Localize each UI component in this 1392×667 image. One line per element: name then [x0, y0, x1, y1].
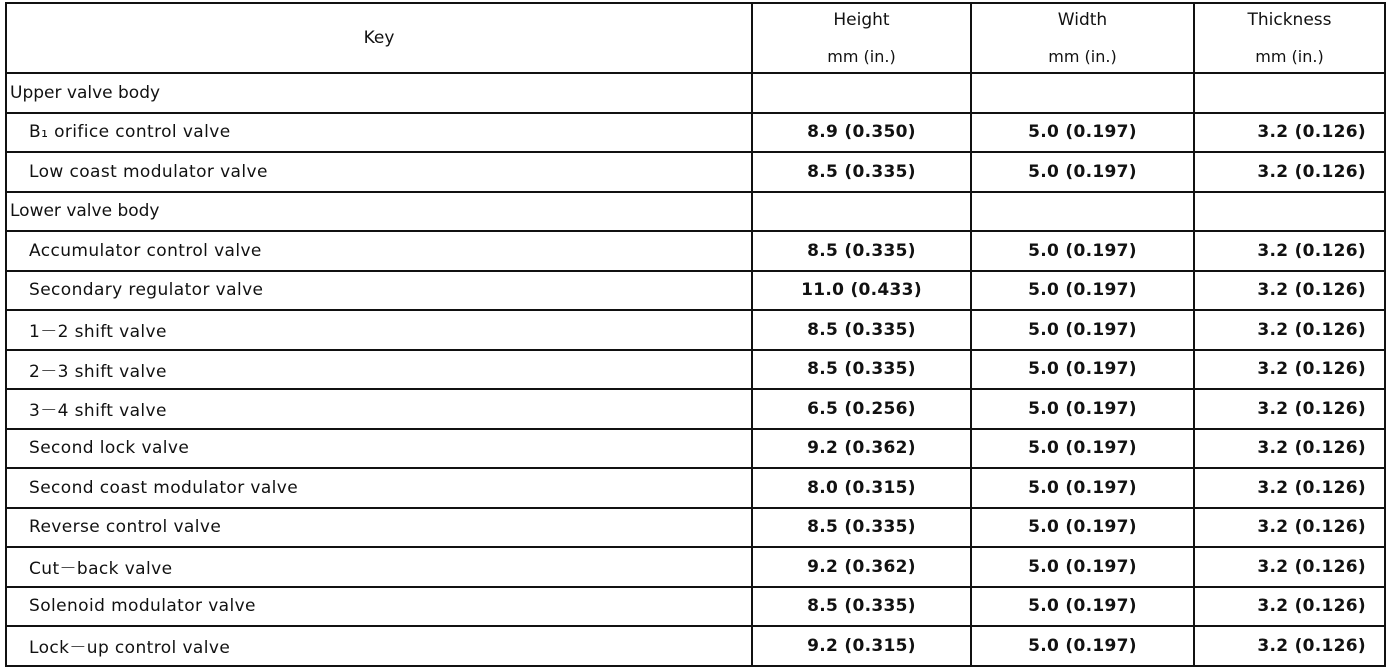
width-value: 5.0 (0.197) — [971, 231, 1194, 271]
height-value: 8.5 (0.335) — [752, 350, 971, 390]
width-value: 5.0 (0.197) — [971, 389, 1194, 429]
valve-name: Second coast modulator valve — [6, 468, 752, 508]
thickness-value: 3.2 (0.126) — [1194, 626, 1385, 666]
thickness-column-header — [1194, 3, 1385, 73]
height-value: 8.5 (0.335) — [752, 508, 971, 548]
table-row — [6, 429, 1385, 469]
width-value: 5.0 (0.197) — [971, 587, 1194, 627]
thickness-header-title: Thickness — [1247, 10, 1332, 30]
width-value: 5.0 (0.197) — [971, 113, 1194, 153]
group-row — [6, 73, 1385, 113]
table-row — [6, 626, 1385, 666]
height-column-header — [752, 3, 971, 73]
valve-name: Low coast modulator valve — [6, 152, 752, 192]
width-value: 5.0 (0.197) — [971, 547, 1194, 587]
height-value: 8.5 (0.335) — [752, 152, 971, 192]
valve-name: Second lock valve — [6, 429, 752, 469]
table-row — [6, 310, 1385, 350]
valve-name: Secondary regulator valve — [6, 271, 752, 311]
valve-name: Solenoid modulator valve — [6, 587, 752, 627]
valve-name: 3－4 shift valve — [6, 389, 752, 429]
width-header-units: mm (in.) — [1048, 47, 1117, 66]
thickness-value: 3.2 (0.126) — [1194, 429, 1385, 469]
thickness-value: 3.2 (0.126) — [1194, 310, 1385, 350]
width-column-header — [971, 3, 1194, 73]
height-header-units: mm (in.) — [827, 47, 896, 66]
thickness-value: 3.2 (0.126) — [1194, 468, 1385, 508]
table-row — [6, 508, 1385, 548]
group-label: Lower valve body — [6, 192, 752, 232]
valve-name: Reverse control valve — [6, 508, 752, 548]
table-row — [6, 231, 1385, 271]
empty-cell — [1194, 192, 1385, 232]
table-row — [6, 547, 1385, 587]
group-label: Upper valve body — [6, 73, 752, 113]
thickness-value: 3.2 (0.126) — [1194, 389, 1385, 429]
width-value: 5.0 (0.197) — [971, 468, 1194, 508]
height-header-title: Height — [833, 10, 890, 30]
thickness-value: 3.2 (0.126) — [1194, 508, 1385, 548]
height-value: 8.9 (0.350) — [752, 113, 971, 153]
spec-table — [5, 2, 1386, 667]
table-row — [6, 271, 1385, 311]
height-value: 6.5 (0.256) — [752, 389, 971, 429]
thickness-value: 3.2 (0.126) — [1194, 350, 1385, 390]
table-row — [6, 468, 1385, 508]
width-value: 5.0 (0.197) — [971, 271, 1194, 311]
empty-cell — [971, 192, 1194, 232]
table-row — [6, 389, 1385, 429]
height-value: 9.2 (0.315) — [752, 626, 971, 666]
valve-name: 2－3 shift valve — [6, 350, 752, 390]
thickness-value: 3.2 (0.126) — [1194, 271, 1385, 311]
empty-cell — [1194, 73, 1385, 113]
key-column-header: Key — [6, 3, 752, 73]
valve-name: 1－2 shift valve — [6, 310, 752, 350]
width-value: 5.0 (0.197) — [971, 152, 1194, 192]
height-value: 9.2 (0.362) — [752, 429, 971, 469]
table-header — [6, 3, 1385, 73]
height-value: 8.5 (0.335) — [752, 587, 971, 627]
thickness-value: 3.2 (0.126) — [1194, 231, 1385, 271]
width-value: 5.0 (0.197) — [971, 626, 1194, 666]
width-value: 5.0 (0.197) — [971, 508, 1194, 548]
valve-name: B₁ orifice control valve — [6, 113, 752, 153]
table-row — [6, 152, 1385, 192]
empty-cell — [752, 73, 971, 113]
width-value: 5.0 (0.197) — [971, 429, 1194, 469]
thickness-value: 3.2 (0.126) — [1194, 587, 1385, 627]
valve-name: Cut－back valve — [6, 547, 752, 587]
height-value: 8.5 (0.335) — [752, 310, 971, 350]
group-row — [6, 192, 1385, 232]
height-value: 11.0 (0.433) — [752, 271, 971, 311]
height-value: 8.0 (0.315) — [752, 468, 971, 508]
width-header-title: Width — [1057, 10, 1108, 30]
height-value: 8.5 (0.335) — [752, 231, 971, 271]
valve-name: Accumulator control valve — [6, 231, 752, 271]
empty-cell — [752, 192, 971, 232]
empty-cell — [971, 73, 1194, 113]
thickness-header-units: mm (in.) — [1255, 47, 1324, 66]
thickness-value: 3.2 (0.126) — [1194, 113, 1385, 153]
table-row — [6, 113, 1385, 153]
header-row — [6, 3, 1385, 73]
thickness-value: 3.2 (0.126) — [1194, 547, 1385, 587]
thickness-value: 3.2 (0.126) — [1194, 152, 1385, 192]
height-value: 9.2 (0.362) — [752, 547, 971, 587]
valve-spring-spec-sheet — [5, 2, 1384, 662]
valve-name: Lock－up control valve — [6, 626, 752, 666]
width-value: 5.0 (0.197) — [971, 350, 1194, 390]
table-row — [6, 350, 1385, 390]
table-row — [6, 587, 1385, 627]
width-value: 5.0 (0.197) — [971, 310, 1194, 350]
table-body — [6, 73, 1385, 666]
